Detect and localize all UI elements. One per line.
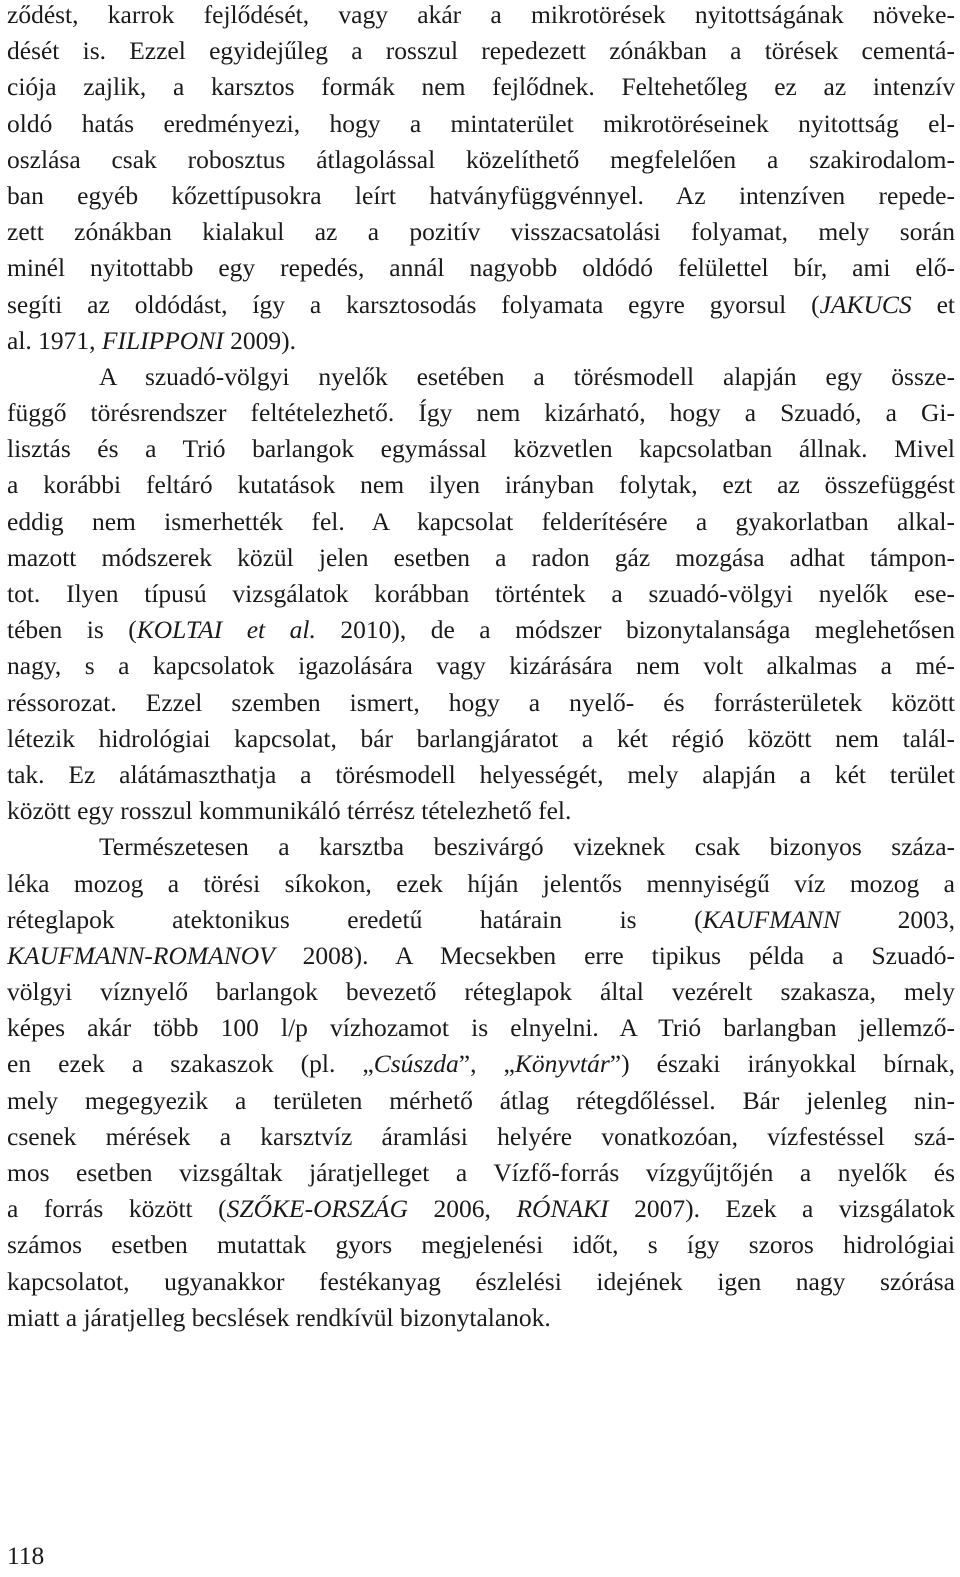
text-line [7,757,955,793]
text-span: völgyi víznyelő barlangok bevezető réteglapok által vezérelt szakasza, mely [7,977,955,1007]
text-line [7,685,955,721]
text-line [7,467,955,503]
text-span: a korábbi feltáró kutatások nem ilyen irányban folytak, ezt az összefüggést [7,470,955,500]
text-span: réteglapok atektonikus eredetű határain is ( [7,904,703,934]
citation-author: JAKUCS [819,289,912,319]
text-line [7,721,955,757]
text-span: ciója zajlik, a karsztos formák nem fejlődnek. Feltehetőleg ez az intenzív [7,72,955,102]
text-span: nagy, s a kapcsolatok igazolására vagy kizárására nem volt alkalmas a mé- [7,651,955,681]
text-span: ződést, karrok fejlődését, vagy akár a mikrotörések nyitottságának növeke- [7,0,955,29]
text-span: a forrás között ( [7,1194,227,1224]
text-line [7,974,955,1010]
text-line [7,431,955,467]
citation-author: KAUFMANN-ROMANOV [7,940,275,970]
text-span: mazott módszerek közül jelen esetben a radon gáz mozgása adhat támpon- [7,542,955,572]
text-line [7,359,955,395]
text-span: ”, „ [458,1049,515,1079]
citation-author: RÓNAKI [516,1194,609,1224]
text-span: között egy rosszul kommunikáló térrész tételezhető fel. [7,796,572,826]
citation-author: SZŐKE-ORSZÁG [226,1194,408,1224]
text-line [7,1227,955,1263]
text-line [7,323,955,359]
paragraph [7,359,955,829]
text-span: léka mozog a törési síkokon, ezek híján jelentős mennyiségű víz mozog a [7,868,955,898]
text-line [7,1046,955,1082]
text-line [7,214,955,250]
paragraph [7,829,955,1336]
text-span: oldó hatás eredményezi, hogy a mintaterület mikrotöréseinek nyitottság el- [7,108,955,138]
text-span: ”) északi irányokkal bírnak, [609,1049,956,1079]
text-line [7,1155,955,1191]
text-line [7,0,955,33]
text-line [7,504,955,540]
text-line [7,1300,955,1336]
text-span: minél nyitottabb egy repedés, annál nagyobb oldódó felülettel bír, ami elő- [7,253,955,283]
text-span: oszlása csak robosztus átlagolással közelíthető megfelelően a szakirodalom- [7,144,955,174]
paragraph [7,0,955,359]
text-line [7,1119,955,1155]
text-line [7,69,955,105]
text-span: csenek mérések a karsztvíz áramlási helyére vonatkozóan, vízfestéssel szá- [7,1121,955,1151]
text-line [7,829,955,865]
text-line [7,1010,955,1046]
text-line [7,576,955,612]
citation-author: Könyvtár [514,1049,610,1079]
text-span: mely megegyezik a területen mérhető átlag rétegdőléssel. Bár jelenleg nin- [7,1085,955,1115]
text-span: miatt a járatjelleg becslések rendkívül bizonytalanok. [7,1302,551,1332]
text-span: 2003, [840,904,955,934]
text-line [7,395,955,431]
text-span: et [911,289,955,319]
text-span: en ezek a szakaszok (pl. „ [7,1049,374,1079]
text-span: tot. Ilyen típusú vizsgálatok korábban történtek a szuadó-völgyi nyelők ese- [7,579,955,608]
text-span: létezik hidrológiai kapcsolat, bár barlangjáratot a két régió között nem talál- [7,723,955,753]
citation-author: Csúszda [373,1049,459,1079]
text-span: ban egyéb kőzettípusokra leírt hatványfüggvénnyel. Az intenzíven repede- [7,180,955,210]
text-line [7,287,955,323]
text-span: al. 1971, [7,325,102,355]
text-line [7,793,955,829]
text-span: 2006, [408,1194,517,1224]
text-line [7,1264,955,1300]
text-line [7,866,955,902]
text-span: segíti az oldódást, így a karsztosodás folyamata egyre gyorsul ( [7,289,820,319]
citation-author: KAUFMANN [702,904,841,934]
text-span: függő törésrendszer feltételezhető. Így nem kizárható, hogy a Szuadó, a Gi- [7,398,955,428]
citation-author: KOLTAI et al. [136,615,316,645]
text-line [7,612,955,648]
text-span: réssorozat. Ezzel szemben ismert, hogy a nyelő- és forrásterületek között [7,687,955,717]
text-line [7,902,955,938]
text-span: tak. Ez alátámaszthatja a törésmodell helyességét, mely alapján a két terület [7,759,955,789]
text-line [7,142,955,178]
page-number: 118 [7,1541,45,1570]
text-span: mos esetben vizsgáltak járatjelleget a Vízfő-forrás vízgyűjtőjén a nyelők és [7,1158,955,1187]
text-span: 2009). [223,325,296,355]
text-span: 2008). A Mecsekben erre tipikus példa a Szuadó- [274,940,955,970]
text-line [7,1191,955,1227]
text-line [7,33,955,69]
text-line [7,250,955,286]
text-span: 2010), de a módszer bizonytalansága meglehetősen [315,615,955,645]
text-span: Természetesen a karsztba beszivárgó vizeknek csak bizonyos száza- [99,832,955,862]
page-body [7,0,955,1336]
text-span: kapcsolatot, ugyanakkor festékanyag észlelési idejének igen nagy szórása [7,1266,955,1296]
text-line [7,540,955,576]
text-span: 2007). Ezek a vizsgálatok [608,1194,956,1224]
text-span: lisztás és a Trió barlangok egymással közvetlen kapcsolatban állnak. Mivel [7,434,955,464]
text-span: eddig nem ismerhették fel. A kapcsolat felderítésére a gyakorlatban alkal- [7,506,955,536]
text-line [7,1083,955,1119]
text-span: dését is. Ezzel egyidejűleg a rosszul repedezett zónákban a törések cementá- [7,36,955,66]
text-span: zett zónákban kialakul az a pozitív visszacsatolási folyamat, mely során [7,217,955,247]
text-line [7,106,955,142]
citation-author: FILIPPONI [101,325,224,355]
text-span: A szuadó-völgyi nyelők esetében a törésmodell alapján egy össze- [99,361,955,391]
text-span: tében is ( [7,615,137,645]
text-span: képes akár több 100 l/p vízhozamot is elnyelni. A Trió barlangban jellemző- [7,1013,955,1043]
text-span: számos esetben mutattak gyors megjelenési időt, s így szoros hidrológiai [7,1230,955,1260]
text-line [7,938,955,974]
text-line [7,648,955,684]
text-line [7,178,955,214]
